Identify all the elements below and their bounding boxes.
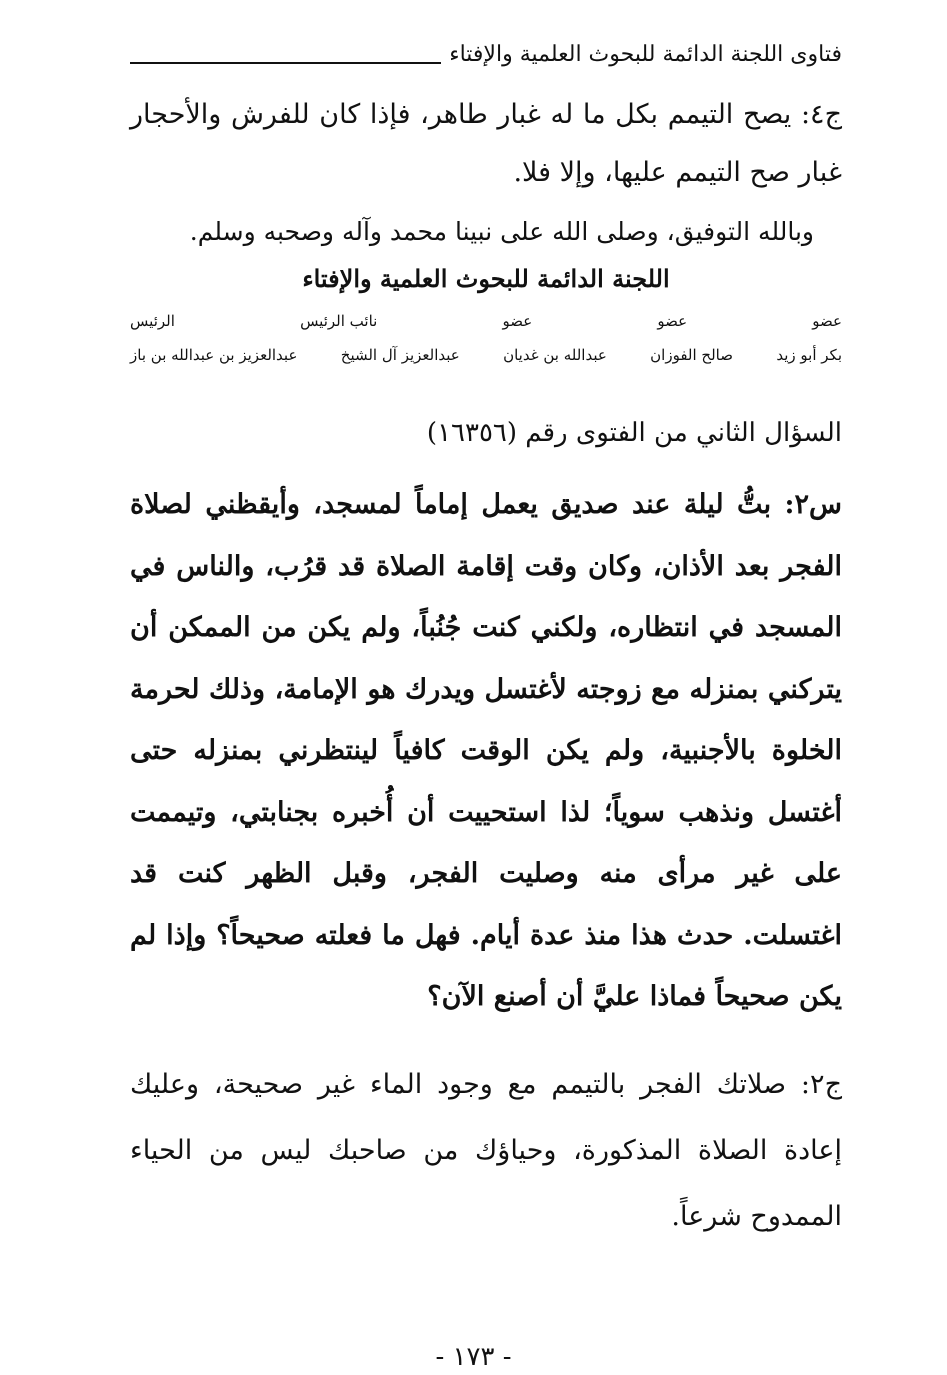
- page-number: - ١٧٣ -: [435, 1342, 512, 1372]
- closing-line: وبالله التوفيق، وصلى الله على نبينا محمد وآله وصحبه وسلم.: [189, 217, 814, 246]
- question-2-text: س٢: بتُّ ليلة عند صديق يعمل إماماً لمسجد، وأيقظني لصلاة الفجر بعد الأذان، وكان وقت إقامة الصلاة قد قرُب، والناس في المسجد في انتظاره، ولكني كنت جُنُباً، ولم يكن من الممكن أن يتركني بمنزله مع زوجته لأغتسل ويدرك هو الإمامة، وذلك لحرمة الخلوة بالأجنبية، ولم يكن الوقت كافياً لينتظرني بمنزله حتى أغتسل ونذهب سوياً؛ لذا استحييت أن أُخبره بجنابتي، وتيممت على غير مرأى منه وصليت الفجر، وقبل الظهر كنت قد اغتسلت. حدث هذا منذ عدة أيام. فهل ما فعلته صحيحاً؟ وإذا لم يكن صحيحاً فماذا عليَّ أن أصنع الآن؟: [130, 489, 842, 1012]
- signatory-name: عبدالعزيز آل الشيخ: [340, 346, 460, 364]
- signatory-title: الرئيس: [130, 312, 175, 330]
- signatory-title: عضو: [502, 312, 533, 330]
- signatory-titles: [130, 312, 842, 330]
- header-title: فتاوى اللجنة الدائمة للبحوث العلمية والإفتاء: [449, 41, 842, 67]
- signatory-title: عضو: [812, 312, 842, 330]
- answer-4-paragraph: ج٤: يصح التيمم بكل ما له غبار طاهر، فإذا كان للفرش والأحجار غبار صح التيمم عليها، وإلا فلا.: [130, 99, 842, 188]
- signatory-name: عبدالله بن غديان: [503, 346, 607, 364]
- signatory-name: صالح الفوزان: [650, 346, 733, 364]
- answer-2-paragraph: ج٢: صلاتك الفجر بالتيمم مع وجود الماء غير صحيحة، وعليك إعادة الصلاة المذكورة، وحياؤك من صاحبك ليس من الحياء الممدوح شرعاً.: [130, 1069, 842, 1232]
- signatory-name: بكر أبو زيد: [776, 346, 842, 364]
- signatory-name: عبدالعزيز بن عبدالله بن باز: [130, 346, 298, 364]
- question-2-paragraph: [130, 474, 842, 1028]
- header-rule: [130, 62, 441, 64]
- running-header: [130, 36, 842, 72]
- signatory-title: نائب الرئيس: [300, 312, 378, 330]
- signatory-names: [130, 346, 842, 364]
- committee-name: اللجنة الدائمة للبحوث العلمية والإفتاء: [302, 264, 670, 293]
- question-heading: السؤال الثاني من الفتوى رقم (١٦٣٥٦): [426, 418, 842, 448]
- signatory-title: عضو: [657, 312, 688, 330]
